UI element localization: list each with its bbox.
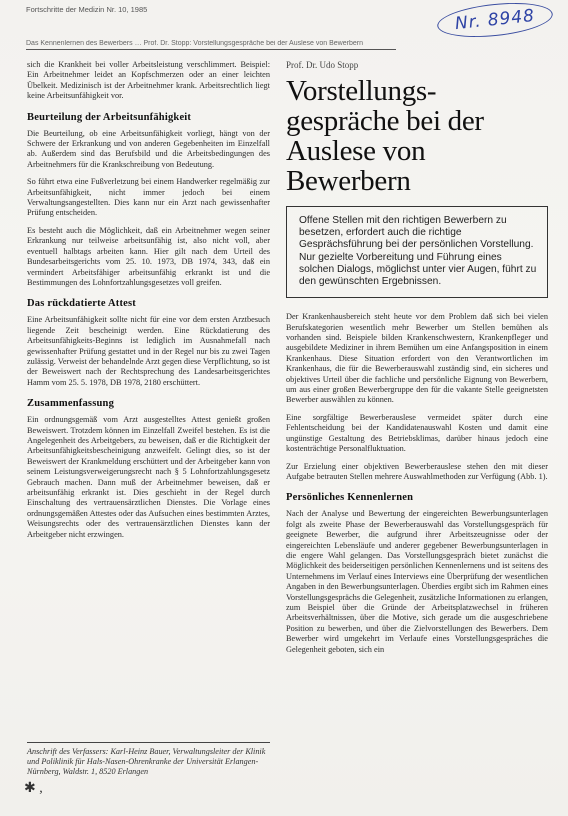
scan-marks: ✱ , (24, 781, 43, 796)
author-address: Anschrift des Verfassers: Karl-Heinz Bauer, Verwaltungsleiter der Klinik und Poliklinik für Hals-Nasen-Ohrenkranke der Universität Erlangen-Nürnberg, Waldstr. 1, 8520 Erlangen (27, 742, 270, 777)
section-heading-assessment: Beurteilung der Arbeitsunfähigkeit (27, 111, 192, 123)
paragraph: Eine sorgfältige Bewerberauslese vermeidet später durch eine Fehlentscheidung bei der Kandidatenauswahl Kosten und damit eine ungünstige Gestaltung des Betriebsklimas, darüber hinaus jedoch eine kostenträchtige Personalfluktuation. (286, 412, 548, 454)
paragraph: Es besteht auch die Möglichkeit, daß ein Arbeitnehmer wegen seiner Erkrankung nur teilweise arbeitsunfähig ist, also nicht voll, aber eventuell halbtags arbeiten kann. Hier gilt nach dem Urteil des Bundesarbeitsgerichts vom 25. 10. 1973, DB 1974, 343, daß ein vermindert Arbeitsfähiger arbeitsunfähig erkrankt ist und die Bestimmungen des Lohnfortzahlungsgesetzes voll greifen. (27, 225, 270, 287)
paragraph: Die Beurteilung, ob eine Arbeitsunfähigkeit vorliegt, hängt von der Schwere der Erkrankung und von anderen Gegebenheiten im Einzelfall ab. Außerdem sind das Berufsbild und die Arbeitsbedingungen des Arbeitnehmers für die Krankschreibung von Bedeutung. (27, 128, 270, 169)
stamp-number: Nr. 8948 (454, 5, 536, 35)
intro-paragraph: sich die Krankheit bei voller Arbeitsleistung verschlimmert. Beispiel: Ein Arbeitnehmer leidet an Kopfschmerzen oder an einer leichten Übelkeit. Medizinisch ist der Arbeitnehmer krank. Arbeitsrechtlich liegt keine Arbeitsunfähigkeit vor. (27, 60, 270, 101)
article-title: Vorstellungs- gespräche bei der Auslese von Bewerbern (286, 75, 484, 197)
article-author: Prof. Dr. Udo Stopp (286, 60, 359, 70)
paragraph: Nach der Analyse und Bewertung der eingereichten Bewerbungsunterlagen folgt als zweite Phase der Bewerberauswahl das Vorstellungsgespräch für geeignete Bewerber, die aufgrund ihrer Arbeitszeugnisse oder der eingereichten Lebensläufe und anderer gegebener Bewerbungsunterlagen in die engere Wahl gelangen. Das Vorstellungsgespräch bietet zunächst die Möglichkeit des beiderseitigen persönlichen Kennenlernens und ist seitens des Unternehmens im Verlauf eines Interviews eine Überprüfung der wesentlichen Angaben in den Bewerbungsunterlagen. Überdies ergibt sich im Rahmen eines Vorstellungsgesprächs die Gelegenheit, zusätzliche Informationen zu erlangen, zum Beispiel über die Gründe der Arbeitsplatzwechsel in früheren Arbeitsverhältnissen, über die Motive, sich gerade um die ausgeschriebene Position zu bewerben, und über die Zielvorstellungen des Bewerbers. Dem Bewerber wird umgekehrt im Verlaufe eines Vorstellungsgespräches die Gelegenheit geboten, sich ein (286, 509, 548, 654)
paragraph: Zur Erzielung einer objektiven Bewerberauslese stehen den mit dieser Aufgabe betrauten Stellen mehrere Auswahlmethoden zur Verfügung (Abb. 1). (286, 461, 548, 481)
right-column (286, 60, 548, 662)
abstract-box (286, 206, 548, 298)
paragraph: Der Krankenhausbereich steht heute vor dem Problem daß sich bei vielen Berufskategorien wesentlich mehr Bewerber um Stellen bemühen als vorhanden sind. Beispiele bilden Krankenschwestern, Krankenpfleger und ausgebildete Mediziner in ihrem Bemühen um eine Anfangsposition in einem Krankenhaus. Diese Situation erfordert von den Verantwortlichen im Krankenhaus, die für die Bewerberauswahl zuständig sind, ein sicheres und objektives Urteil über die fachliche und persönliche Eignung von Bewerbern, um aus einer großen Bewerbergruppe den für die vakante Stelle geeignetsten Bewerber auswählen zu können. (286, 312, 548, 405)
running-header: Das Kennenlernen des Bewerbers … Prof. Dr. Stopp: Vorstellungsgespräche bei der Auslese von Bewerbern (26, 40, 363, 47)
paragraph: Ein ordnungsgemäß vom Arzt ausgestelltes Attest genießt großen Beweiswert. Trotzdem können im Einzelfall Zweifel bestehen. Es ist die Angelegenheit des Arbeitgebers, zu beweisen, daß er die Richtigkeit der Arbeitsunfähigkeitsbescheinigung anzweifelt. Gelingt dies, so ist der Beweiswert der Krankmeldung erschüttert und der Arbeitgeber kann von seinem Leistungsverweigerungsrecht nach § 5 Lohnfortzahlungsgesetz Gebrauch machen. Dann muß der Arbeitnehmer beweisen, daß er arbeitsunfähig erkrankt ist. Dies geschieht in der Regel durch Einschaltung des vertrauensärztlichen Dienstes. Die Vorlage eines ordnungsgemäßen Attestes oder das Aufsuchen eines bestimmten Arztes, Weisungsrechts oder des vertrauensärztlichen Dienstes kann der Arbeitgeber nicht erzwingen. (27, 415, 270, 539)
section-heading-backdated-certificate: Das rückdatierte Attest (27, 298, 136, 310)
archive-stamp (436, 0, 555, 42)
journal-header: Fortschritte der Medizin Nr. 10, 1985 (26, 5, 148, 14)
paragraph: So führt etwa eine Fußverletzung bei einem Handwerker regelmäßig zur Arbeitsunfähigkeit, nicht immer jedoch bei einem Verwaltungsangestellten. Dies kann nur ein Arzt nach gewissenhafter Prüfung entscheiden. (27, 177, 270, 218)
paragraph: Eine Arbeitsunfähigkeit sollte nicht für eine vor dem ersten Arztbesuch liegende Zeit bescheinigt werden. Eine Rückdatierung des Arbeitsunfähigkeits-Beginns ist lediglich im Ausnahmefall nach gewissenhafter Prüfung gestattet und in der Regel nur bis zu zwei Tagen zulässig. Verweist der behandelnde Arzt gegen diese Verpflichtung, so ist der Beweiswert nach der Rechtsprechung des Landesarbeitsgerichtes Hamm vom 25. 5. 1978, DB 1978, 2180 erschüttert. (27, 315, 270, 387)
section-heading-personal-meeting: Persönliches Kennenlernen (286, 492, 414, 504)
left-column (27, 60, 270, 547)
section-heading-summary: Zusammenfassung (27, 398, 115, 410)
abstract-text: Offene Stellen mit den richtigen Bewerbern zu besetzen, erfordert auch die richtige Gesprächsführung bei der persönlichen Vorstellung. Nur gezielte Vorbereitung und Führung eines solchen Dialogs, möglichst unter vier Augen, führt zu den gewünschten Ergebnissen. (299, 215, 537, 288)
header-rule (26, 49, 396, 50)
